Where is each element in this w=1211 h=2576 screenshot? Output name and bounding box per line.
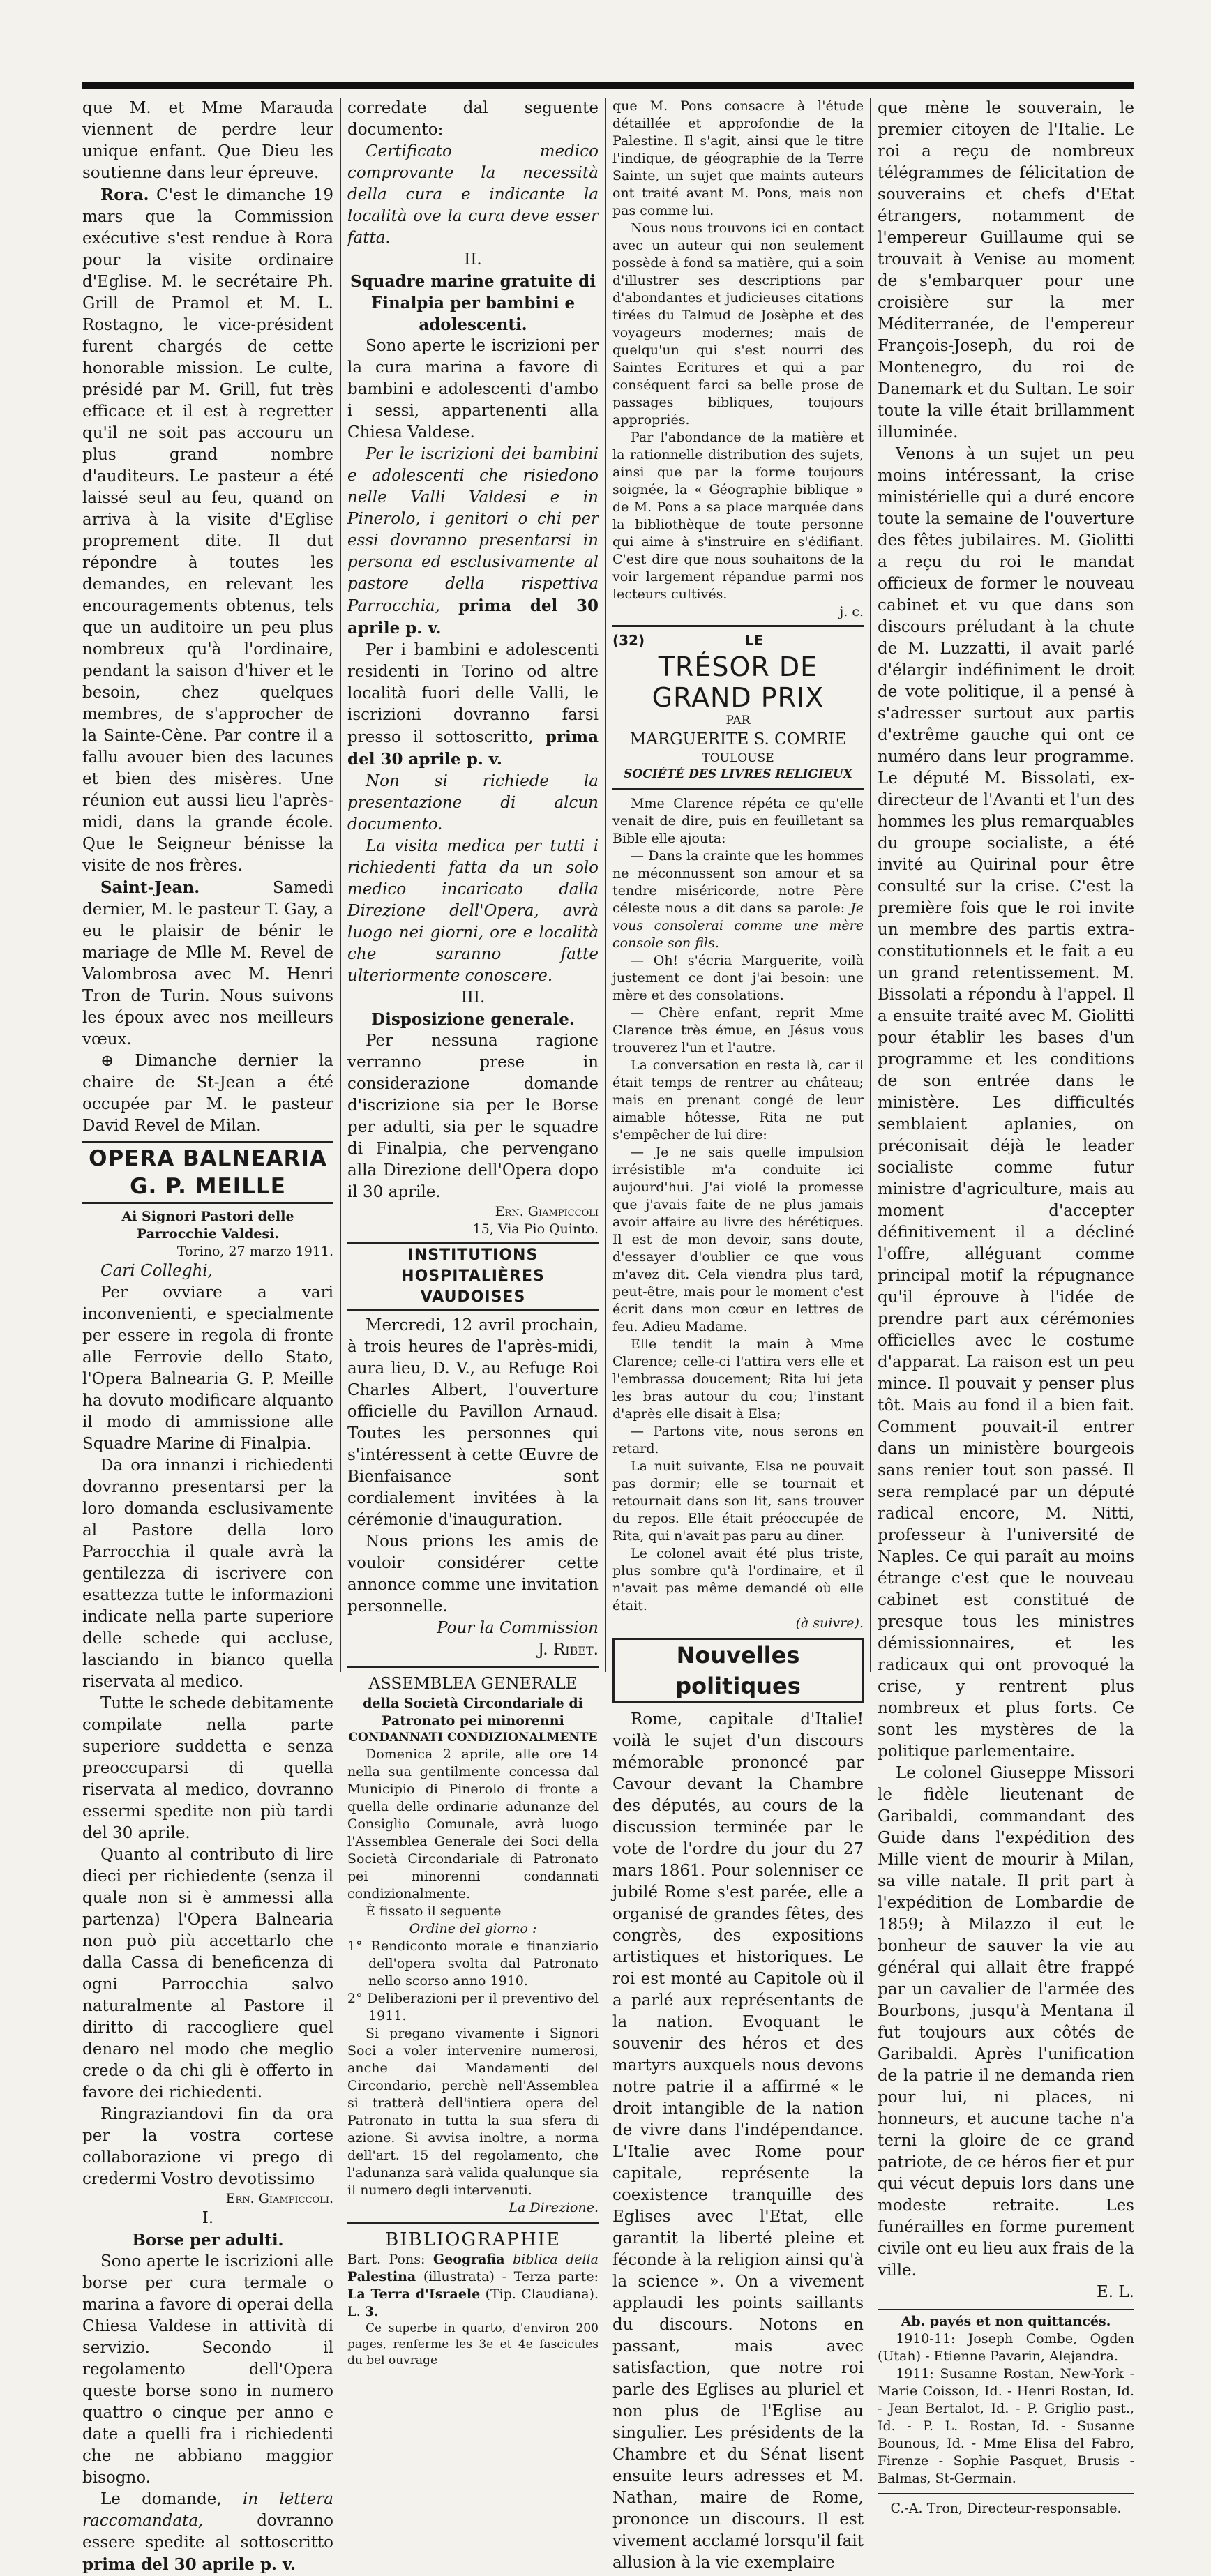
serial-header bbox=[612, 625, 864, 783]
column-divider bbox=[340, 98, 341, 1672]
institutions-paragraph: Mercredi, 12 avril prochain, à trois heures de l'après-midi, aura lieu, D. V., au Refuge Roi Charles Albert, l'ouverture officielle du Pavillon Arnaud. Toutes les personnes qui s'intéressent à cette Œuvre de Bienfaisance sont cordialement invitées à la cérémonie d'inauguration. bbox=[347, 1316, 599, 1529]
serial-number: (32) bbox=[612, 632, 645, 649]
opera-salutation: Cari Colleghi, bbox=[100, 1262, 213, 1280]
section-paragraph: Per nessuna ragione verranno prese in considerazione domande d'iscrizione sia per le Borse per adulti, sia per le squadre di Finalpia, che pervengano alla Direzione dell'Opera dopo il 30 aprile. bbox=[347, 1032, 599, 1201]
serial-paragraph: Elle tendit la main à Mme Clarence; celle-ci l'attira vers elle et l'embrassa doucement; Rita lui jeta les bras autour du cou; l'instant d'après elle disait à Elsa; bbox=[612, 1336, 864, 1422]
section-paragraph bbox=[347, 444, 599, 640]
bibliography-paragraph: Ce superbe in quarto, d'environ 200 pages, renferme les 3e et 4e fascicules du bel ouvrage bbox=[347, 2321, 599, 2367]
serial-paragraph: — Je ne sais quelle impulsion irrésistible m'a conduite ici aujourd'hui. J'ai violé la promesse que j'avais faite de ne plus jamais avoir affaire au livre des hérétiques. Il est de mon devoir, sans doute, d'essayer d'oublier ce que vous m'avez dit. Cela viendra plus tard, peut-être, mais pour le moment c'est écrit dans mon cœur en lettres de feu. Adieu Madame. bbox=[612, 1145, 864, 1334]
stjean-lead: Saint-Jean. bbox=[100, 878, 200, 897]
section-paragraph bbox=[347, 640, 599, 771]
text-run: prima del 30 aprile p. v. bbox=[82, 2555, 296, 2574]
section-paragraph: Sono aperte le iscrizioni alle borse per cura termale o marina a favore di operai della Chiesa Valdese in attività di servizio. Secondo il regolamento dell'Opera queste borse sono in numero quattro o cinque per anno e date a quelli fra i richiedenti che ne abbiano maggior bisogno. bbox=[82, 2252, 333, 2487]
section-number: III. bbox=[460, 988, 486, 1007]
opera-paragraph: Da ora innanzi i richiedenti dovranno presentarsi per la loro domanda esclusivamente al Pastore della loro Parrocchia il quale avrà la gentilezza di iscrivere con esattezza tutte le informazioni indicate nella parte superiore delle schede qui accluse, lasciando in bianco quella riservata al medico. bbox=[82, 1456, 333, 1691]
divider bbox=[878, 2493, 1134, 2494]
serial-paragraph: — Oh! s'écria Marguerite, voilà justement ce dont j'ai besoin: une mère et des consolations. bbox=[612, 953, 864, 1003]
serial-paragraph bbox=[612, 848, 864, 952]
text-run: — Dans la crainte que les hommes ne méconnussent son amour et sa tendre miséricorde, notre Père céleste nous a dit dans sa parole: bbox=[612, 848, 864, 916]
serial-text bbox=[612, 795, 864, 1632]
serial-author: MARGUERITE S. COMRIE bbox=[629, 730, 847, 748]
serial-publisher: SOCIÉTÉ DES LIVRES RELIGIEUX bbox=[624, 767, 852, 781]
subscriptions-1910: 1910-11: Joseph Combe, Ogden (Utah) - Etienne Pavarin, Alejandra. bbox=[878, 2331, 1134, 2364]
column-3 bbox=[612, 98, 864, 2572]
news-paragraph: que mène le souverain, le premier citoyen de l'Italie. Le roi a reçu de nombreux télégrammes de félicitation de souverains et chefs d'Etat étrangers, notamment de l'empereur Guillaume qui se trouvait à Venise au moment de s'embarquer pour une croisière sur la mer Méditerranée, de l'empereur François-Joseph, du roi de Montenegro, du roi de Danemark et du Sultan. Le soir toute la ville était brillamment illuminée. bbox=[878, 99, 1134, 442]
text-run: dovranno essere spedite al sottoscritto bbox=[82, 2512, 333, 2552]
serial-paragraph: Le colonel avait été plus triste, plus sombre qu'à l'ordinaire, et il n'avait pas même demandé où elle était. bbox=[612, 1546, 864, 1613]
text-run: Per i bambini e adolescenti residenti in Torino od altre località fuori delle Valli, le iscrizioni dovranno farsi presso il sottoscritto, bbox=[347, 641, 599, 746]
assembly-order: Ordine del giorno : bbox=[409, 1921, 537, 1936]
certificate-text: Certificato medico comprovante la necessità della cura e indicante la località ove la cura deve esser fatta. bbox=[347, 142, 599, 247]
opera-signature: Ern. Giampiccoli. bbox=[225, 2191, 333, 2206]
text-run: La Terra d'Israele bbox=[347, 2287, 481, 2302]
text-run: Le domande, bbox=[100, 2490, 222, 2508]
signature: Ern. Giampiccoli bbox=[495, 1204, 599, 1219]
review-paragraph: que M. Pons consacre à l'étude détaillée et approfondie de la Palestine. Il s'agit, ainsi que le titre l'indique, de géographie de la Terre Sainte, un sujet que maints auteurs ont traité avant M. Pons, mais non pas comme lui. bbox=[612, 98, 864, 218]
institutions-signature-2: J. Ribet. bbox=[537, 1641, 599, 1659]
column2-intro: corredate dal seguente documento: bbox=[347, 99, 599, 139]
assembly-subtitle-2: CONDANNATI CONDIZIONALMENTE bbox=[348, 1731, 598, 1745]
column-1 bbox=[82, 98, 333, 2574]
section-number: II. bbox=[464, 250, 482, 269]
text-run: Palestina bbox=[347, 2269, 416, 2284]
top-rule bbox=[82, 82, 1134, 89]
review-text bbox=[612, 98, 864, 621]
column-divider bbox=[870, 98, 871, 1672]
serial-title: TRÉSOR DE GRAND PRIX bbox=[652, 651, 825, 713]
opera-paragraph: Tutte le schede debitamente compilate nella parte superiore suddetta e senza preoccuparsi di quella riservata al medico, dovranno essermi spedite non più tardi del 30 aprile. bbox=[82, 1694, 333, 1842]
section-number: I. bbox=[202, 2209, 214, 2227]
text-run: in lettera raccomandata, bbox=[82, 2490, 333, 2530]
assembly-title: ASSEMBLEA GENERALE bbox=[368, 1675, 578, 1693]
section-paragraph: Non si richiede la presentazione di alcun documento. bbox=[347, 772, 599, 834]
assembly-paragraph: Si pregano vivamente i Signori Soci a voler intervenire numerosi, anche dai Mandamenti del Circondario, perchè nell'Assemblea si tratterà dell'intiera opera del Patronato in tutta la sua sfera di azione. Si avvisa inoltre, a norma dell'art. 15 del regolamento, che l'adunanza sarà valida qualunque sia il numero degli intervenuti. bbox=[347, 2026, 599, 2198]
assembly-agenda bbox=[347, 1938, 599, 2025]
chronicle-stjean-2: ⊕ Dimanche dernier la chaire de St-Jean a été occupée par M. le pasteur David Revel de Milan. bbox=[82, 1052, 333, 1135]
stjean-text: Samedi dernier, M. le pasteur T. Gay, a eu le plaisir de bénir le mariage de Mlle M. Revel de Valombrosa avec M. Henri Tron de Turin. Nous suivons les époux avec nos meilleurs vœux. bbox=[82, 879, 333, 1048]
opera-paragraph: Quanto al contributo di lire dieci per richiedente (senza il quale non si è ammessi alla partenza) l'Opera Balnearia non può più accettarlo che dalla Cassa di beneficenza di ogni Parrocchia salvo naturalmente al Pastore il diritto di raccogliere quel denaro nel modo che meglio crede o da chi gli è offerto in favore dei richiedenti. bbox=[82, 1846, 333, 2102]
column-divider bbox=[605, 98, 606, 1672]
serial-city: TOULOUSE bbox=[702, 751, 774, 765]
text-run: Geografia bbox=[433, 2252, 505, 2267]
serial-paragraph: La nuit suivante, Elsa ne pouvait pas dormir; elle se tournait et retournait dans son lit, sans trouver du repos. Elle était préoccupée de Rita, qui n'avait pas paru au diner. bbox=[612, 1459, 864, 1544]
serial-paragraph: Mme Clarence répéta ce qu'elle venait de dire, puis en feuilletant sa Bible elle ajouta: bbox=[612, 796, 864, 846]
chronicle-rora bbox=[82, 184, 333, 877]
text-run: 3. bbox=[364, 2304, 379, 2319]
opera-date: Torino, 27 marzo 1911. bbox=[176, 1244, 333, 1259]
institutions-paragraph: Nous prions les amis de vouloir considérer cette annonce comme une invitation personnelle. bbox=[347, 1532, 599, 1615]
subscriptions-1911: 1911: Susanne Rostan, New-York - Marie Coisson, Id. - Henri Rostan, Id. - Jean Bertalot, Id. - P. Griglio past., Id. - P. L. Rostan, Id. - Susanne Bounous, Id. - Mme Elisa del Fabro, Firenze - Sophie Pasquet, Brusis - Balmas, St-Germain. bbox=[878, 2366, 1134, 2486]
agenda-item: 1° Rendiconto morale e finanziario dell'opera svolta dal Patronato nello scorso anno 1910. bbox=[347, 1938, 599, 1989]
serial-paragraph: — Chère enfant, reprit Mme Clarence très émue, en Jésus vous trouverez l'un et l'autre. bbox=[612, 1005, 864, 1055]
agenda-item: 2° Deliberazioni per il preventivo del 1911. bbox=[347, 1991, 599, 2024]
review-paragraph: Nous nous trouvons ici en contact avec un auteur qui non seulement possède à fond sa matière, qui a soin d'illustrer ses descriptions par d'abondantes et judicieuses citations tirées du Talmud de Josèphe et des voyageurs modernes; mais de quelqu'un qui s'est nourri des Saintes Ecritures et qui a par conséquent farci sa belle prose de passages bibliques, toujours appropriés. bbox=[612, 220, 864, 428]
assembly-subtitle: della Società Circondariale di Patronato pei minorenni bbox=[363, 1696, 583, 1728]
text-run: Per le iscrizioni dei bambini e adolescenti che risiedono nelle Valli Valdesi e in Pinerolo, i genitori o chi per essi dovranno presentarsi in persona ed esclusivamente al pastore della rispettiva Parrocchia, bbox=[347, 445, 599, 615]
director-credit: C.-A. Tron, Directeur-responsable. bbox=[890, 2501, 1122, 2516]
section-paragraph: La visita medica per tutti i richiedenti fatta da un solo medico incaricato dalla Direzione dell'Opera, avrà luogo nei giorni, ore e località che saranno fatte ulteriormente conoscere. bbox=[347, 837, 599, 985]
address: 15, Via Pio Quinto. bbox=[472, 1221, 599, 1237]
serial-paragraph: — Partons vite, nous serons en retard. bbox=[612, 1424, 864, 1456]
stjean-text-2: Dimanche dernier la chaire de St-Jean a été occupée par M. le pasteur David Revel de Milan. bbox=[82, 1052, 333, 1135]
chronicle-intro: que M. et Mme Marauda viennent de perdre leur unique enfant. Que Dieu les soutienne dans leur épreuve. bbox=[82, 99, 333, 182]
divider bbox=[347, 2222, 599, 2224]
rora-lead: Rora. bbox=[100, 186, 149, 204]
serial-continued: (à suivre). bbox=[795, 1615, 864, 1631]
subscriptions-block bbox=[878, 2309, 1134, 2487]
news-paragraph: Venons à un sujet un peu moins intéressant, la crise ministérielle qui a duré encore toute la semaine de l'ouverture des fêtes jubilaires. M. Giolitti a reçu du roi le mandat officieux de former le nouveau cabinet et vu que dans son discours préludant à la chute de M. Luzzatti, il avait parlé d'élargir indéfiniment le droit de vote politique, il a pensé à s'adresser surtout aux partis d'extrême gauche qui ont ce numéro dans leur programme. Le député M. Bissolati, ex-directeur de l'Avanti et l'un des hommes les plus remarquables du groupe socialiste, a été invité au Quirinal pour être consulté sur la crise. C'est la première fois que le roi invite un membre des partis extra-constitutionnels et le fait a eu un grand retentissement. M. Bissolati a répondu à l'appel. Il a ensuite traité avec M. Giolitti pour établir les bases d'un programme et les conditions de son entrée dans le ministère. Les difficultés semblaient aplanies, on préconisait déjà le leader socialiste comme futur ministre d'agriculture, mais au moment d'accepter définitivement il a décliné l'offre, alléguant comme principal motif la répugnance qu'il éprouve à l'idée de prendre part aux cérémonies officielles avec le costume d'apparat. La raison est un peu mince. Il pouvait y penser plus tôt. Mais au fond il a bien fait. Comment pouvait-il entrer dans un ministère bourgeois sans renier tout son passé. Il sera remplacé par un député radical encore, M. Nitti, professeur à l'université de Naples. Ce qui paraît au moins étrange c'est que le nouveau cabinet est constitué de presque tous les ministres démissionnaires, et les radicaux qui ont provoqué la crise, y rentrent plus nombreux et plus forts. Ce sont les mystères de la politique parlementaire. bbox=[878, 445, 1134, 1761]
serial-par: PAR bbox=[725, 714, 751, 728]
text-run: biblica della bbox=[513, 2252, 599, 2267]
column-2 bbox=[347, 98, 599, 2367]
bibliography-entry bbox=[347, 2251, 599, 2321]
institutions-title: INSTITUTIONS HOSPITALIÈRES VAUDOISES bbox=[347, 1242, 599, 1311]
serial-paragraph: La conversation en resta là, car il était temps de rentrer au château; mais en prenant congé de leur aimable hôtesse, Rita ne put s'empêcher de lui dire: bbox=[612, 1057, 864, 1143]
opera-paragraph: Ringraziandovi fin da ora per la vostra cortese collaborazione vi prego di credermi Vostro devotissimo bbox=[82, 2105, 333, 2188]
opera-title: OPERA BALNEARIA G. P. MEILLE bbox=[82, 1141, 333, 1204]
section-title: Squadre marine gratuite di Finalpia per bambini e adolescenti. bbox=[350, 272, 596, 334]
chronicle-stjean bbox=[82, 877, 333, 1050]
section-paragraph: Sono aperte le iscrizioni per la cura marina a favore di bambini e adolescenti d'ambo i sessi, appartenenti alla Chiesa Valdese. bbox=[347, 337, 599, 442]
opera-paragraph: Per ovviare a vari inconvenienti, e specialmente per essere in regola di fronte alle Ferrovie dello Stato, l'Opera Balnearia G. P. Meille ha dovuto modificare alquanto il modo di ammissione alle Squadre Marine di Finalpia. bbox=[82, 1283, 333, 1453]
text-run: (Tip. Claudiana). L. bbox=[347, 2287, 599, 2319]
news-title: Nouvelles politiques bbox=[612, 1638, 864, 1703]
assembly-paragraph: Domenica 2 aprile, alle ore 14 nella sua gentilmente concessa dal Municipio di Pinerolo di fronte a quella delle ordinarie adunanze del Consiglio Comunale, avrà luogo l'Assemblea Generale dei Soci della Società Circondariale di Patronato pei minorenni condannati condizionalmente. bbox=[347, 1747, 599, 1901]
text-run: Bart. Pons: bbox=[347, 2252, 426, 2267]
section-title: Disposizione generale. bbox=[371, 1010, 575, 1029]
text-run: Je vous consolerai comme une mère console son fils. bbox=[612, 901, 864, 951]
institutions-signature-1: Pour la Commission bbox=[437, 1619, 599, 1637]
serial-row bbox=[612, 630, 864, 651]
serial-article: LE bbox=[744, 632, 764, 649]
news-paragraph: Rome, capitale d'Italie! voilà le sujet d'un discours mémorable prononcé par Cavour devant la Chambre des députés, au cours de la discussion terminée par le vote de l'ordre du jour du 27 mars 1861. Pour solenniser ce jubilé Rome s'est parée, elle a organisé de grandes fêtes, des congrès, des expositions artistiques et historiques. Le roi est monté au Capitole où il a parlé aux représentants de la nation. Evoquant le souvenir des héros et des martyrs auxquels nous devons notre patrie il a affirmé « le droit intangible de la nation de vivre dans l'indépendance. L'Italie avec Rome pour capitale, représente la coexistence tranquille des Eglises avec l'Etat, elle garantit la liberté pleine et féconde à la religion ainsi qu'à la science ». On a vivement applaudi les points saillants du discours. Notons en passant, mais avec satisfaction, que notre roi parle des Eglises au pluriel et non plus de l'Eglise au singulier. Les présidents de la Chambre et du Sénat lisent ensuite leurs adresses et M. Nathan, maire de Rome, prononce un discours. Il est vivement acclamé lorsqu'il fait allusion à la vie exemplaire bbox=[612, 1710, 864, 2572]
text-run: (illustrata) - Terza parte: bbox=[423, 2269, 599, 2284]
opera-addressee: Ai Signori Pastori delle Parrocchie Valdesi. bbox=[121, 1209, 294, 1242]
section-paragraph bbox=[82, 2489, 333, 2576]
text-run: prima del 30 aprile p. v. bbox=[347, 728, 599, 769]
news-signature: E. L. bbox=[1097, 2283, 1134, 2301]
news-paragraph: Le colonel Giuseppe Missori le fidèle lieutenant de Garibaldi, commandant des Guide dans l'expédition des Mille vient de mourir à Milan, sa ville natale. Il prit part à l'expédition de Lombardie de 1859; à Milazzo il eut le bonheur de sauver la vie au général qui allait être frappé par un cavalier de l'armée des Bourbons, jusqu'à Mentana il fut toujours aux côtés de Garibaldi. Après l'unification de la patrie il ne demanda rien pour lui, ni places, ni honneurs, et aucune tache n'a terni la gloire de ce grand patriote, de ce héros fier et pur qui vécut depuis lors dans une modeste retraite. Les funérailles en forme purement civile ont eu lieu aux frais de la ville. bbox=[878, 1764, 1134, 2280]
text-run: prima del 30 aprile p. v. bbox=[347, 596, 599, 638]
assembly-signature: La Direzione. bbox=[509, 2200, 599, 2215]
column-4 bbox=[878, 98, 1134, 2516]
review-paragraph: Par l'abondance de la matière et la rationnelle distribution des sujets, ainsi que par la forme toujours soignée, la « Géographie biblique » de M. Pons a sa place marquée dans la bibliothèque de toute personne qui aime à s'instruire en s'édifiant. C'est dire que nous souhaitons de la voir largement répandue parmi nos lecteurs cultivés. bbox=[612, 430, 864, 602]
divider bbox=[612, 788, 864, 790]
divider bbox=[347, 1666, 599, 1668]
section-title: Borse per adulti. bbox=[132, 2231, 284, 2250]
assembly-paragraph: È fissato il seguente bbox=[366, 1904, 502, 1919]
subscriptions-title: Ab. payés et non quittancés. bbox=[901, 2314, 1111, 2329]
review-signature: j. c. bbox=[839, 604, 864, 619]
bibliography-title: BIBLIOGRAPHIE bbox=[385, 2229, 561, 2250]
rora-text: C'est le dimanche 19 mars que la Commission exécutive s'est rendue à Rora pour la visite ordinaire d'Eglise. M. le secrétaire Ph. Grill de Pramol et M. L. Rostagno, le vice-président furent chargés de cette honorable mission. Le culte, présidé par M. Grill, fut très efficace et il est à regretter qu'il ne soit pas accouru un plus grand nombre d'auditeurs. Le pasteur a été laissé seul au feu, quand on arriva à la visite d'Eglise proprement dite. Il dut répondre à toutes les demandes, en relevant les encouragements obtenus, tels que un auditoire un peu plus nombreux qu'à l'ordinaire, pendant la saison d'hiver et le besoin, chez quelques membres, de s'approcher de la Sainte-Cène. Par contre il a fallu avouer bien des lacunes et bien des misères. Une réunion eut aussi lieu l'après-midi, dans la grande école. Que le Seigneur bénisse la visite de nos frères. bbox=[82, 186, 333, 875]
